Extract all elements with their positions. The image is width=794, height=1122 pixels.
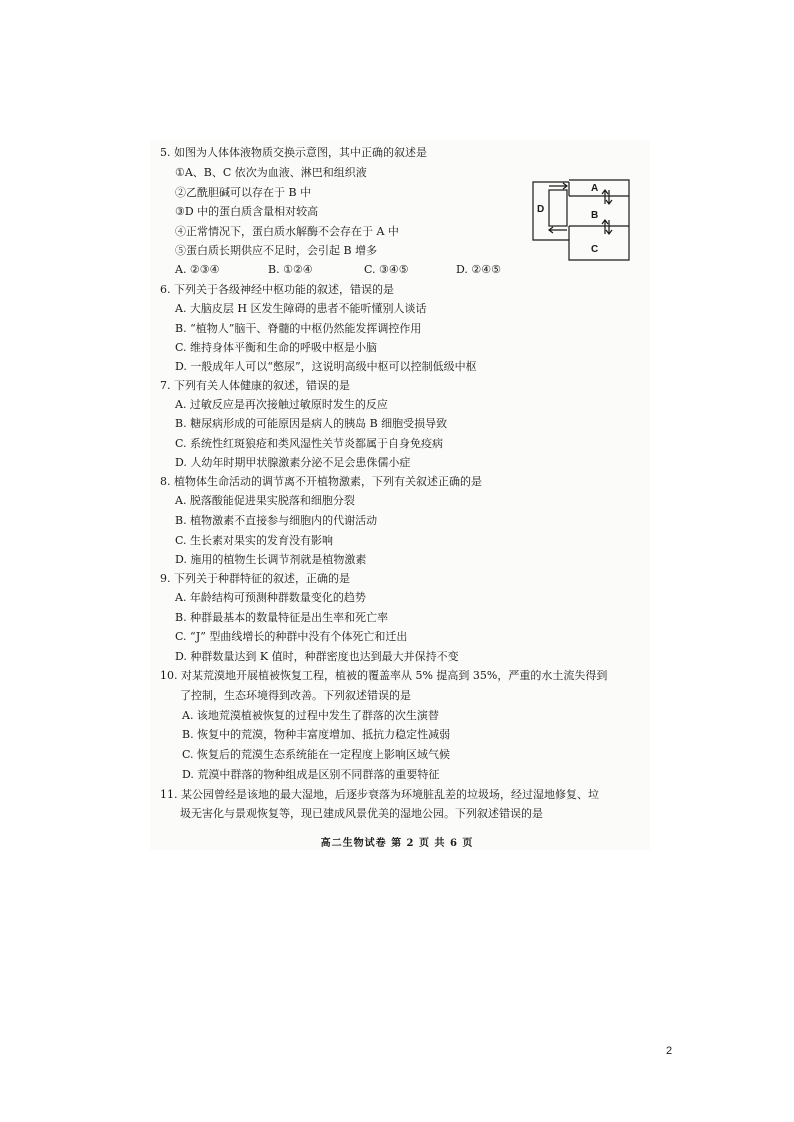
q7-option-b: B. 糖尿病形成的可能原因是病人的胰岛 B 细胞受损导致 (175, 417, 448, 430)
diagram-label-c: C (591, 244, 599, 255)
body-fluid-exchange-diagram (525, 178, 635, 264)
q9-option-d: D. 种群数量达到 K 值时，种群密度也达到最大并保持不变 (175, 650, 459, 663)
q7-option-c: C. 系统性红斑狼疮和类风湿性关节炎都属于自身免疫病 (175, 437, 444, 450)
q11-stem-line1: 11. 某公园曾经是该地的最大湿地，后逐步衰落为环境脏乱差的垃圾场，经过湿地修复、垃 (160, 788, 599, 801)
q8-option-d: D. 施用的植物生长调节剂就是植物激素 (175, 553, 367, 566)
q6-option-d: D. 一般成年人可以“憋尿”，这说明高级中枢可以控制低级中枢 (175, 360, 477, 373)
q11-stem-line2: 圾无害化与景观恢复等，现已建成风景优美的湿地公园。下列叙述错误的是 (180, 807, 543, 820)
q5-choice-c: C. ③④⑤ (364, 263, 409, 276)
q5-choice-d: D. ②④⑤ (456, 263, 502, 276)
q8-option-b: B. 植物激素不直接参与细胞内的代谢活动 (175, 514, 378, 527)
q5-statement-3: ③D 中的蛋白质含量相对较高 (175, 205, 319, 218)
q5-choice-a: A. ②③④ (175, 263, 220, 276)
q8-option-c: C. 生长素对果实的发育没有影响 (175, 534, 334, 547)
q9-stem: 9. 下列关于种群特征的叙述，正确的是 (160, 572, 350, 585)
q7-option-d: D. 人幼年时期甲状腺激素分泌不足会患侏儒小症 (175, 456, 411, 469)
q6-option-c: C. 维持身体平衡和生命的呼吸中枢是小脑 (175, 341, 378, 354)
diagram-label-b: B (591, 210, 599, 221)
q6-stem: 6. 下列关于各级神经中枢功能的叙述，错误的是 (160, 283, 394, 296)
q6-option-b: B. “植物人”脑干、脊髓的中枢仍然能发挥调控作用 (175, 322, 422, 335)
q7-option-a: A. 过敏反应是再次接触过敏原时发生的反应 (175, 398, 388, 411)
q10-stem-line2: 了控制，生态环境得到改善。下列叙述错误的是 (180, 689, 411, 702)
q10-option-c: C. 恢复后的荒漠生态系统能在一定程度上影响区域气候 (182, 748, 451, 761)
diagram-label-a: A (591, 183, 599, 194)
q10-stem-line1: 10. 对某荒漠地开展植被恢复工程，植被的覆盖率从 5% 提高到 35%，严重的水土流失得到 (160, 669, 608, 682)
page-footer: 高二生物试卷 第 2 页 共 6 页 (320, 838, 474, 849)
q7-stem: 7. 下列有关人体健康的叙述，错误的是 (160, 379, 350, 392)
q9-option-b: B. 种群最基本的数量特征是出生率和死亡率 (175, 611, 389, 624)
page-number: 2 (666, 1045, 673, 1057)
q5-statement-2: ②乙酰胆碱可以存在于 B 中 (175, 186, 312, 199)
q6-option-a: A. 大脑皮层 H 区发生障碍的患者不能听懂别人谈话 (175, 302, 427, 315)
q5-choice-b: B. ①②④ (268, 263, 313, 276)
diagram-label-d: D (537, 204, 545, 215)
q8-stem: 8. 植物体生命活动的调节离不开植物激素，下列有关叙述正确的是 (160, 475, 482, 488)
q9-option-a: A. 年龄结构可预测种群数量变化的趋势 (175, 591, 366, 604)
q5-statement-5: ⑤蛋白质长期供应不足时，会引起 B 增多 (175, 244, 378, 257)
q10-option-a: A. 该地荒漠植被恢复的过程中发生了群落的次生演替 (182, 709, 439, 722)
q8-option-a: A. 脱落酸能促进果实脱落和细胞分裂 (175, 494, 355, 507)
q10-option-b: B. 恢复中的荒漠，物种丰富度增加、抵抗力稳定性减弱 (182, 728, 451, 741)
q10-option-d: D. 荒漠中群落的物种组成是区别不同群落的重要特征 (182, 768, 440, 781)
q9-option-c: C. “J” 型曲线增长的种群中没有个体死亡和迁出 (175, 630, 408, 643)
q5-statement-4: ④正常情况下，蛋白质水解酶不会存在于 A 中 (175, 225, 399, 238)
q5-statement-1: ①A、B、C 依次为血液、淋巴和组织液 (175, 166, 367, 179)
q5-stem: 5. 如图为人体体液物质交换示意图，其中正确的叙述是 (160, 146, 427, 159)
